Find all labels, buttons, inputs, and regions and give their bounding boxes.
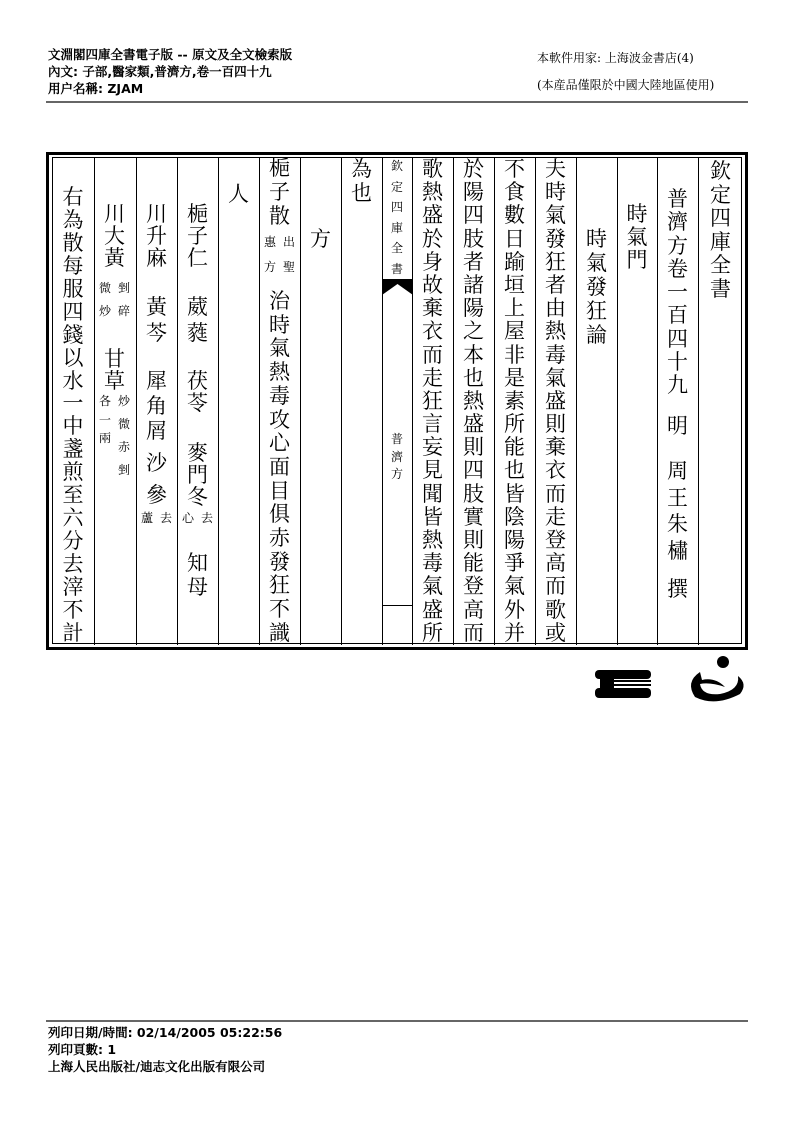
- licensee: 本軟件用家: 上海波金書店(4): [537, 51, 694, 65]
- compiled-mark: 撰: [667, 577, 688, 601]
- publisher-logo-icon: [590, 652, 750, 707]
- ingredient: 川 升 麻: [146, 202, 167, 270]
- column-divider: [218, 157, 219, 645]
- print-datetime: 列印日期/時間: 02/14/2005 05:22:56: [48, 1025, 283, 1040]
- ingredient: 梔 子 仁: [187, 202, 208, 270]
- app-title: 文淵閣四庫全書電子版 -- 原文及全文檢索版: [48, 47, 293, 62]
- annotation: 去: [159, 511, 172, 525]
- text-column: 右 為 散 每 服 四 錢 以 水 一 中 盞 煎 至 六 分 去 滓 不 計: [62, 185, 84, 645]
- chapter-heading: 時 氣 發 狂 論: [586, 227, 607, 347]
- ingredient: 犀 角 屑: [146, 369, 167, 443]
- banner-book-title: 欽 定 四 庫 全 書: [390, 159, 403, 276]
- footer-divider: [46, 1020, 748, 1022]
- annotation: 去: [200, 511, 213, 525]
- publishers: 上海人民出版社/迪志文化出版有限公司: [48, 1059, 266, 1074]
- volume-title: 普 濟 方 卷 一 百 四 十 九: [667, 187, 688, 397]
- recipe-heading: 方: [310, 227, 331, 251]
- ingredient: 葳 蕤: [187, 295, 208, 345]
- text-column: 人: [228, 182, 249, 206]
- book-title: 欽 定 四 庫 全 書: [710, 159, 731, 301]
- annotation: 微 炒: [98, 281, 111, 318]
- banner-title: 普 濟 方: [390, 432, 403, 481]
- author: 周 王 朱 橚: [667, 459, 688, 563]
- annotation: 各 一 兩: [98, 394, 111, 445]
- text-column: 為 也: [351, 157, 372, 205]
- annotation: 出 聖: [282, 235, 295, 274]
- annotation: 剉 碎: [117, 281, 130, 318]
- dynasty: 明: [667, 414, 688, 438]
- text-column: 於 陽 四 肢 者 諸 陽 之 本 也 熱 盛 則 四 肢 實 則 能 登 高 而: [463, 157, 484, 645]
- ingredient: 川 大 黃: [104, 202, 125, 270]
- print-page-count: 列印頁數: 1: [48, 1042, 117, 1057]
- text-column: 夫 時 氣 發 狂 者 由 熱 毒 氣 盛 則 棄 衣 而 走 登 高 而 歌 或: [545, 157, 566, 645]
- column-divider: [341, 157, 342, 645]
- ingredient: 麥 門 冬: [187, 441, 208, 509]
- recipe-name: 梔 子 散: [269, 156, 290, 228]
- ingredient: 知 母: [187, 551, 208, 599]
- annotation: 炒 微 赤 剉: [117, 394, 130, 477]
- text-column: 歌 熱 盛 於 身 故 棄 衣 而 走 狂 言 妄 見 聞 皆 熱 毒 氣 盛 所: [422, 157, 443, 645]
- section-heading: 時 氣 門: [626, 202, 648, 272]
- restriction-note: (本産品僅限於中國大陸地區使用): [537, 78, 715, 92]
- ingredient: 沙 參: [146, 451, 167, 507]
- annotation: 惠 方: [263, 235, 276, 274]
- text-column: 不 食 數 日 踰 垣 上 屋 非 是 素 所 能 也 皆 陰 陽 爭 氣 外 并: [504, 157, 525, 645]
- user-name: 用户名稱: ZJAM: [48, 81, 144, 96]
- text-column: 治 時 氣 熱 毒 攻 心 面 目 俱 赤 發 狂 不 識: [269, 289, 290, 645]
- ingredient: 茯 苓: [187, 369, 208, 415]
- ingredient: 甘 草: [104, 347, 125, 393]
- content-breadcrumb: 內文: 子部,醫家類,普濟方,卷一百四十九: [48, 64, 272, 79]
- banner-divider: [382, 605, 413, 606]
- annotation: 蘆: [140, 511, 153, 525]
- fish-tail-mark-icon: [382, 280, 413, 296]
- annotation: 心: [181, 511, 194, 525]
- ingredient: 黃 芩: [146, 295, 167, 345]
- header-divider: [46, 101, 748, 103]
